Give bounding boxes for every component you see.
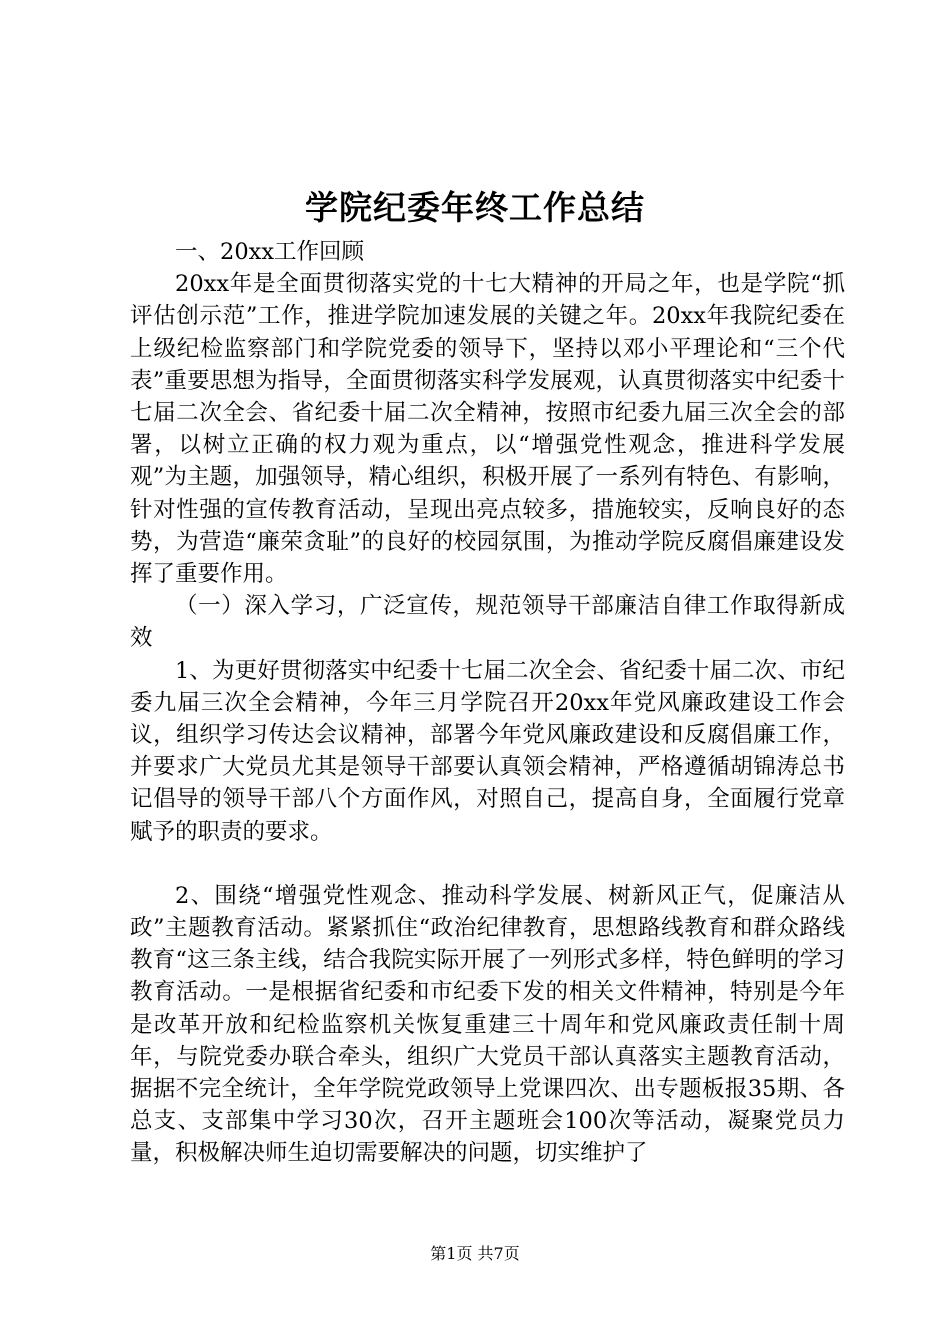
- page-footer: 第1页 共7页: [430, 1244, 520, 1263]
- paragraph-overview: 20xx年是全面贯彻落实党的十七大精神的开局之年，也是学院“抓评估创示范”工作，推进学院加速发展的关键之年。20xx年我院纪委在上级纪检监察部门和学院党委的领导下，坚持以邓小平理论和“三个代表”重要思想为指导，全面贯彻落实科学发展观，认真贯彻落实中纪委十七届二次全会、省纪委十届二次全精神，按照市纪委九届三次全会的部署，以树立正确的权力观为重点，以“增强党性观念，推进科学发展观”为主题，加强领导，精心组织，积极开展了一系列有特色、有影响，针对性强的宣传教育活动，呈现出亮点较多，措施较实，反响良好的态势，为营造“廉荣贪耻”的良好的校园氛围，为推动学院反腐倡廉建设发挥了重要作用。: [130, 271, 845, 588]
- paragraph-item-2: 2、围绕“增强党性观念、推动科学发展、树新风正气，促廉洁从政”主题教育活动。紧紧抓住“政治纪律教育，思想路线教育和群众路线教育“这三条主线，结合我院实际开展了一列形式多样，特色鲜明的学习教育活动。一是根据省纪委和市纪委下发的相关文件精神，特别是今年是改革开放和纪检监察机关恢复重建三十周年和党风廉政责任制十周年，与院党委办联合牵头，组织广大党员干部认真落实主题教育活动，据据不完全统计，全年学院党政领导上党课四次、出专题板报35期、各总支、支部集中学习30次，召开主题班会100次等活动，凝聚党员力量，积极解决师生迫切需要解决的问题，切实维护了: [130, 882, 845, 1167]
- document-title: 学院纪委年终工作总结: [305, 188, 645, 227]
- document-body: [130, 236, 845, 1170]
- paragraph-spacer: [130, 848, 845, 880]
- paragraph-item-1: 1、为更好贯彻落实中纪委十七届二次全会、省纪委十届二次、市纪委九届三次全会精神，今年三月学院召开20xx年党风廉政建设工作会议，组织学习传达会议精神，部署今年党风廉政建设和反腐倡廉工作，并要求广大党员尤其是领导干部要认真领会精神，严格遵循胡锦涛总书记倡导的领导干部八个方面作风，对照自己，提高自身，全面履行党章赋予的职责的要求。: [130, 657, 845, 845]
- section-heading-review: 一、20xx工作回顾: [175, 239, 365, 265]
- subsection-heading-study: （一）深入学习，广泛宣传，规范领导干部廉洁自律工作取得新成效: [130, 593, 845, 652]
